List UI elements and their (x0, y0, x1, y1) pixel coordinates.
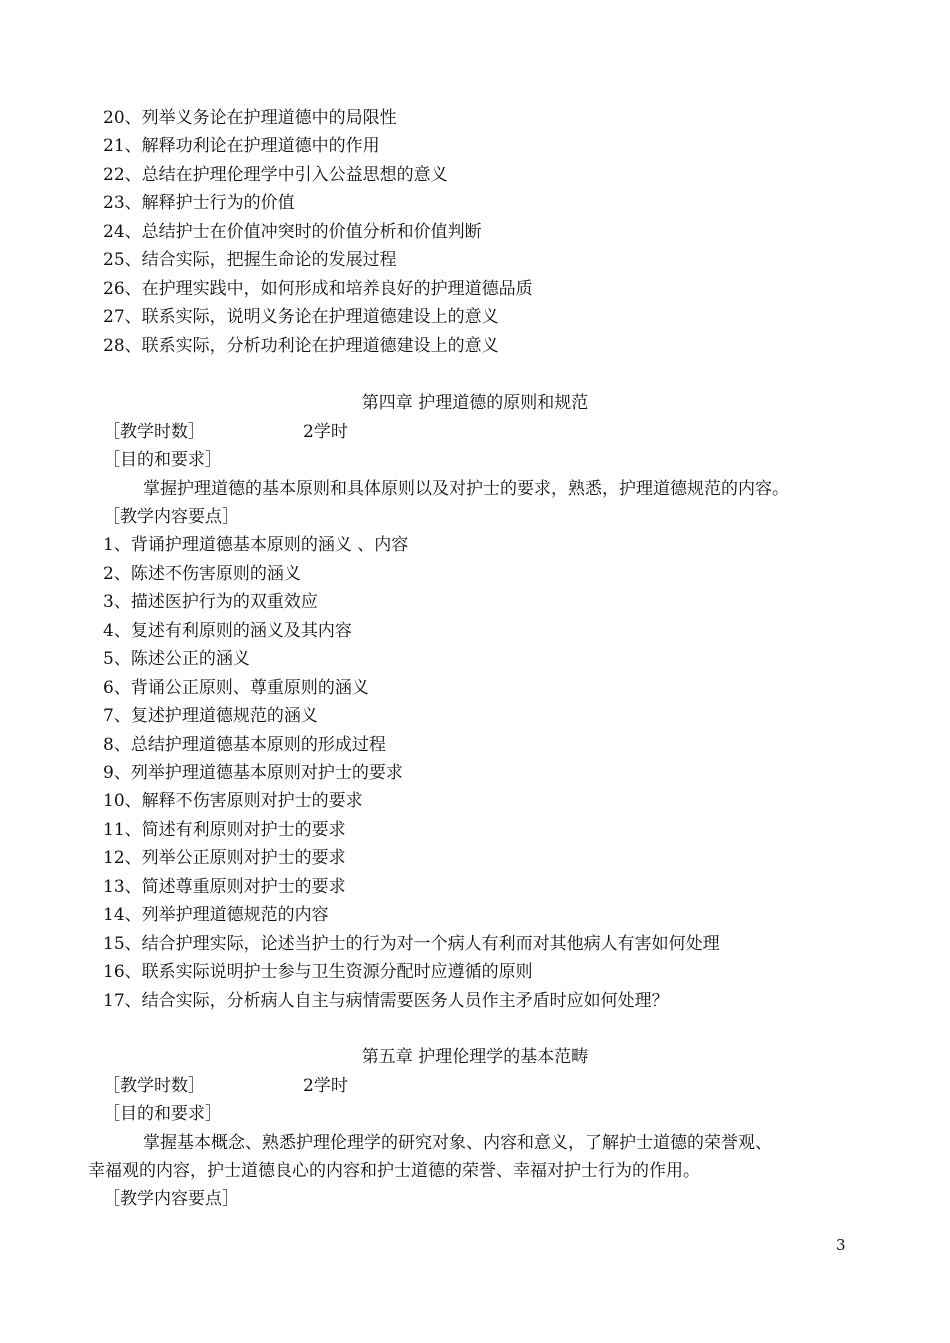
list-item: 2、陈述不伤害原则的涵义 (103, 564, 301, 584)
list-item: 5、陈述公正的涵义 (103, 649, 250, 669)
list-item: 14、列举护理道德规范的内容 (103, 905, 329, 925)
list-item: 26、在护理实践中，如何形成和培养良好的护理道德品质 (103, 279, 533, 299)
list-item: 7、复述护理道德规范的涵义 (103, 706, 318, 726)
chapter-5-title: 第五章 护理伦理学的基本范畴 (361, 1047, 589, 1067)
list-item: 20、列举义务论在护理道德中的局限性 (103, 108, 397, 128)
teaching-hours-label: ［教学时数］ (103, 422, 205, 442)
list-item: 4、复述有利原则的涵义及其内容 (103, 621, 352, 641)
list-item: 28、联系实际，分析功利论在护理道德建设上的意义 (103, 336, 499, 356)
list-item: 27、联系实际，说明义务论在护理道德建设上的意义 (103, 307, 499, 327)
list-item: 16、联系实际说明护士参与卫生资源分配时应遵循的原则 (103, 962, 533, 982)
chapter-4-title: 第四章 护理道德的原则和规范 (361, 393, 589, 413)
list-item: 8、总结护理道德基本原则的形成过程 (103, 735, 386, 755)
list-item: 21、解释功利论在护理道德中的作用 (103, 136, 380, 156)
aims-label: ［目的和要求］ (103, 450, 222, 470)
list-item: 11、简述有利原则对护士的要求 (103, 820, 346, 840)
list-item: 15、结合护理实际，论述当护士的行为对一个病人有利而对其他病人有害如何处理 (103, 934, 720, 954)
list-item: 13、简述尊重原则对护士的要求 (103, 877, 346, 897)
list-item: 25、结合实际，把握生命论的发展过程 (103, 250, 397, 270)
list-item: 12、列举公正原则对护士的要求 (103, 848, 346, 868)
list-item: 6、背诵公正原则、尊重原则的涵义 (103, 678, 369, 698)
list-item: 1、背诵护理道德基本原则的涵义 、内容 (103, 535, 409, 555)
list-item: 23、解释护士行为的价值 (103, 193, 295, 213)
list-item: 10、解释不伤害原则对护士的要求 (103, 791, 363, 811)
teaching-hours-value: 2学时 (303, 422, 348, 442)
aims-text-line-1: 掌握基本概念、熟悉护理伦理学的研究对象、内容和意义，了解护士道德的荣誉观、 (143, 1133, 772, 1153)
list-item: 3、描述医护行为的双重效应 (103, 592, 318, 612)
list-item: 17、结合实际，分析病人自主与病情需要医务人员作主矛盾时应如何处理？ (103, 991, 669, 1011)
aims-label: ［目的和要求］ (103, 1104, 222, 1124)
list-item: 22、总结在护理伦理学中引入公益思想的意义 (103, 165, 448, 185)
content-points-label: ［教学内容要点］ (103, 1189, 239, 1209)
aims-text-line-2: 幸福观的内容，护士道德良心的内容和护士道德的荣誉、幸福对护士行为的作用。 (88, 1161, 700, 1181)
content-points-label: ［教学内容要点］ (103, 507, 239, 527)
aims-text: 掌握护理道德的基本原则和具体原则以及对护士的要求，熟悉，护理道德规范的内容。 (143, 479, 789, 499)
list-item: 24、总结护士在价值冲突时的价值分析和价值判断 (103, 222, 482, 242)
list-item: 9、列举护理道德基本原则对护士的要求 (103, 763, 403, 783)
page-number: 3 (836, 1236, 846, 1254)
teaching-hours-label: ［教学时数］ (103, 1076, 205, 1096)
teaching-hours-value: 2学时 (303, 1076, 348, 1096)
